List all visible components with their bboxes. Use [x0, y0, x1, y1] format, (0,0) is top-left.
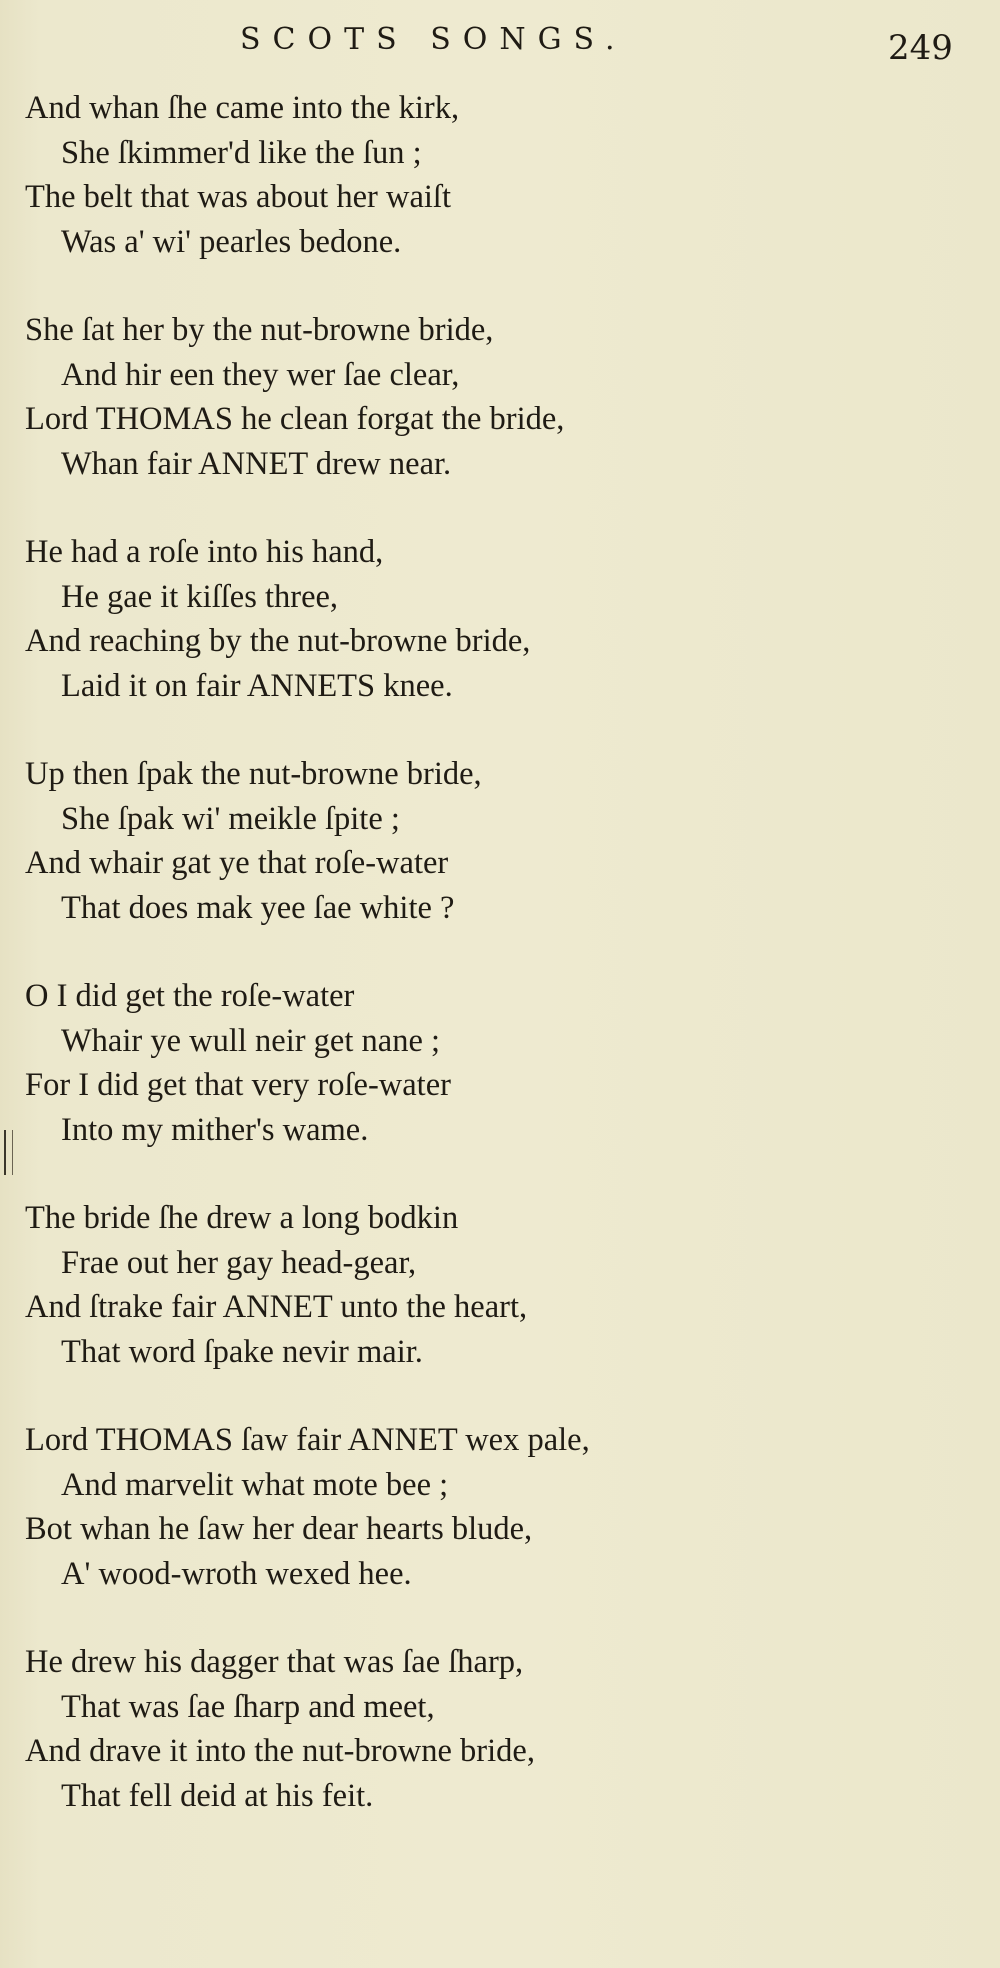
stanza — [25, 752, 975, 930]
verse-line: That fell deid at his feit. — [61, 1777, 374, 1814]
page-number: 249 — [888, 28, 953, 68]
verse-line: And whair gat ye that roſe-water — [25, 845, 449, 881]
verse-line: Lord THOMAS he clean forgat the bride, — [25, 401, 565, 437]
verse-line: And ſtrake fair ANNET unto the heart, — [25, 1289, 528, 1325]
stanza — [25, 974, 975, 1152]
poem-body — [25, 86, 975, 1862]
verse-line: Was a' wi' pearles bedone. — [61, 223, 402, 260]
stanza — [25, 530, 975, 708]
stanza — [25, 1640, 975, 1818]
verse-line: Up then ſpak the nut-browne bride, — [25, 756, 482, 792]
verse-line: And reaching by the nut-browne bride, — [25, 623, 531, 659]
verse-line: She ſpak wi' meikle ſpite ; — [61, 800, 400, 837]
verse-line: She ſkimmer'd like the ſun ; — [61, 134, 422, 171]
running-title: SCOTS SONGS. — [240, 22, 627, 57]
verse-line: She ſat her by the nut-browne bride, — [25, 312, 494, 348]
stanza — [25, 308, 975, 486]
verse-line: Frae out her gay head-gear, — [61, 1244, 417, 1281]
stanza — [25, 1418, 975, 1596]
verse-line: A' wood-wroth wexed hee. — [61, 1555, 412, 1592]
verse-line: That word ſpake nevir mair. — [61, 1333, 423, 1370]
verse-line: Laid it on fair ANNETS knee. — [61, 667, 453, 704]
verse-line: Into my mither's wame. — [61, 1111, 369, 1148]
verse-line: The bride ſhe drew a long bodkin — [25, 1200, 459, 1236]
stanza — [25, 1196, 975, 1374]
verse-line: Whair ye wull neir get nane ; — [61, 1022, 441, 1059]
binding-rule — [12, 1130, 13, 1175]
verse-line: He gae it kiſſes three, — [61, 578, 339, 615]
page-header — [0, 22, 1000, 72]
verse-line: Whan fair ANNET drew near. — [61, 445, 452, 482]
verse-line: O I did get the roſe-water — [25, 978, 355, 1014]
verse-line: He had a roſe into his hand, — [25, 534, 384, 570]
binding-rule — [4, 1130, 6, 1175]
binding-edge — [0, 1130, 24, 1968]
verse-line: And whan ſhe came into the kirk, — [25, 90, 460, 126]
verse-line: He drew his dagger that was ſae ſharp, — [25, 1644, 524, 1680]
verse-line: And marvelit what mote bee ; — [61, 1466, 449, 1503]
verse-line: That does mak yee ſae white ? — [61, 889, 455, 926]
verse-line: That was ſae ſharp and meet, — [61, 1688, 435, 1725]
stanza — [25, 86, 975, 264]
verse-line: Bot whan he ſaw her dear hearts blude, — [25, 1511, 533, 1547]
verse-line: The belt that was about her waiſt — [25, 179, 451, 215]
verse-line: Lord THOMAS ſaw fair ANNET wex pale, — [25, 1422, 590, 1458]
verse-line: And hir een they wer ſae clear, — [61, 356, 460, 393]
verse-line: For I did get that very roſe-water — [25, 1067, 451, 1103]
verse-line: And drave it into the nut-browne bride, — [25, 1733, 535, 1769]
